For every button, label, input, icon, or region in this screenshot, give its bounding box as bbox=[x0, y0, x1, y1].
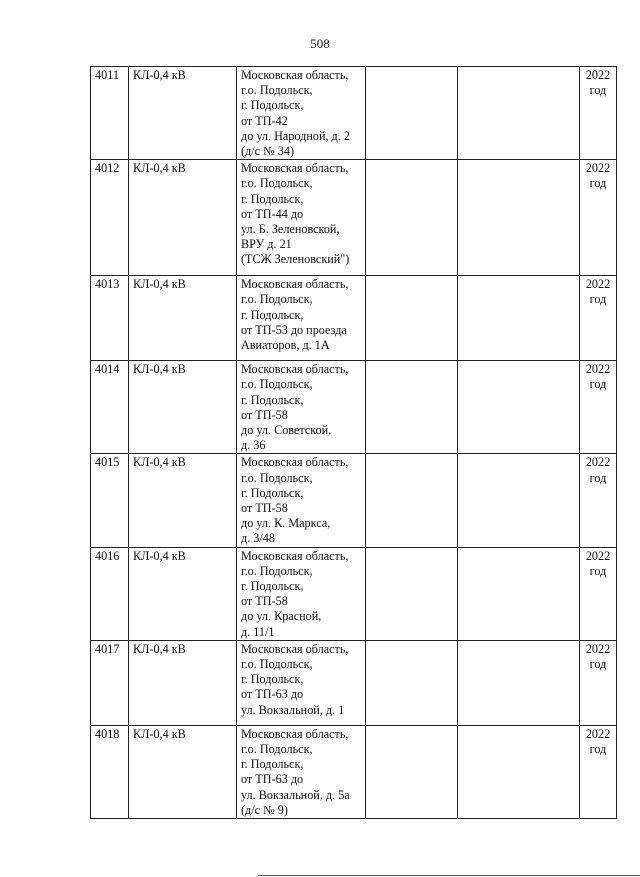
year-cell bbox=[580, 276, 617, 361]
year-line: год bbox=[589, 377, 607, 392]
page-number: 508 bbox=[310, 36, 330, 51]
line-type-cell: КЛ-0,4 кВ bbox=[129, 361, 237, 454]
address-line: д. 11/1 bbox=[241, 624, 275, 639]
year-line: год bbox=[589, 657, 607, 672]
address-line: г.о. Подольск, bbox=[241, 377, 313, 392]
address-line: Московская область, bbox=[241, 455, 349, 470]
empty-cell bbox=[366, 361, 458, 454]
address-line: г.о. Подольск, bbox=[241, 292, 313, 307]
bottom-rule bbox=[258, 875, 640, 876]
year-cell bbox=[580, 725, 617, 818]
year-cell bbox=[580, 67, 617, 160]
year-line: год bbox=[589, 292, 607, 307]
line-type-cell: КЛ-0,4 кВ bbox=[129, 67, 237, 160]
line-type-cell: КЛ-0,4 кВ bbox=[129, 454, 237, 547]
year-line: год bbox=[589, 470, 607, 485]
address-line: Московская область, bbox=[241, 362, 349, 377]
line-type-cell: КЛ-0,4 кВ bbox=[129, 547, 237, 640]
address-line: ул. Вокзальной, д. 1 bbox=[241, 702, 345, 717]
table-row bbox=[91, 454, 617, 547]
address-line: д. 3/48 bbox=[241, 531, 275, 546]
address-line: г. Подольск, bbox=[241, 757, 304, 772]
year-line: 2022 bbox=[585, 548, 611, 563]
registry-table bbox=[90, 66, 617, 819]
address-line: Московская область, bbox=[241, 548, 349, 563]
line-type-cell: КЛ-0,4 кВ bbox=[129, 725, 237, 818]
address-line: г. Подольск, bbox=[241, 307, 304, 322]
table-row bbox=[91, 361, 617, 454]
table-row bbox=[91, 67, 617, 160]
empty-cell bbox=[458, 276, 580, 361]
address-line: г.о. Подольск, bbox=[241, 657, 313, 672]
year-cell bbox=[580, 547, 617, 640]
address-cell bbox=[237, 547, 366, 640]
address-line: Московская область, bbox=[241, 641, 349, 656]
year-line: 2022 bbox=[585, 68, 611, 82]
year-line: 2022 bbox=[585, 641, 611, 656]
address-cell bbox=[237, 640, 366, 725]
address-line: ВРУ д. 21 bbox=[241, 237, 292, 252]
address-line: (ТСЖ Зеленовский") bbox=[241, 252, 350, 267]
table-row bbox=[91, 725, 617, 818]
empty-cell bbox=[366, 547, 458, 640]
table-body bbox=[91, 67, 617, 819]
address-line: г. Подольск, bbox=[241, 98, 304, 113]
address-line: г.о. Подольск, bbox=[241, 176, 313, 191]
address-line: (д/с № 9) bbox=[241, 802, 288, 817]
empty-cell bbox=[458, 67, 580, 160]
address-line: от ТП-42 bbox=[241, 113, 288, 128]
address-line: от ТП-44 до bbox=[241, 206, 304, 221]
empty-cell bbox=[458, 640, 580, 725]
line-type-cell: КЛ-0,4 кВ bbox=[129, 276, 237, 361]
address-line: Московская область, bbox=[241, 161, 349, 176]
empty-cell bbox=[458, 547, 580, 640]
address-line: д. 36 bbox=[241, 438, 266, 453]
address-line: г.о. Подольск, bbox=[241, 470, 313, 485]
empty-cell bbox=[458, 454, 580, 547]
address-cell bbox=[237, 276, 366, 361]
year-cell bbox=[580, 454, 617, 547]
year-cell bbox=[580, 361, 617, 454]
address-line: до ул. Советской, bbox=[241, 423, 332, 438]
address-cell bbox=[237, 67, 366, 160]
empty-cell bbox=[458, 725, 580, 818]
year-cell bbox=[580, 640, 617, 725]
address-line: г. Подольск, bbox=[241, 672, 304, 687]
address-line: до ул. Красной, bbox=[241, 609, 322, 624]
year-line: 2022 bbox=[585, 277, 611, 292]
year-line: год bbox=[589, 742, 607, 757]
address-line: г. Подольск, bbox=[241, 485, 304, 500]
row-number-cell: 4016 bbox=[91, 547, 129, 640]
address-line: г.о. Подольск, bbox=[241, 563, 313, 578]
line-type-cell: КЛ-0,4 кВ bbox=[129, 160, 237, 276]
empty-cell bbox=[366, 725, 458, 818]
year-line: 2022 bbox=[585, 726, 611, 741]
address-line: Московская область, bbox=[241, 68, 349, 82]
empty-cell bbox=[366, 276, 458, 361]
address-line: Авиаторов, д. 1А bbox=[241, 338, 330, 353]
address-line: г. Подольск, bbox=[241, 579, 304, 594]
address-line: г. Подольск, bbox=[241, 392, 304, 407]
address-line: ул. Б. Зеленовской, bbox=[241, 222, 340, 237]
address-line: от ТП-58 bbox=[241, 501, 288, 516]
empty-cell bbox=[366, 454, 458, 547]
year-line: 2022 bbox=[585, 161, 611, 176]
year-line: год bbox=[589, 563, 607, 578]
year-line: 2022 bbox=[585, 362, 611, 377]
address-line: г. Подольск, bbox=[241, 191, 304, 206]
address-line: от ТП-53 до проезда bbox=[241, 322, 347, 337]
address-line: г.о. Подольск, bbox=[241, 83, 313, 98]
empty-cell bbox=[366, 640, 458, 725]
empty-cell bbox=[366, 67, 458, 160]
table-row bbox=[91, 547, 617, 640]
address-line: Московская область, bbox=[241, 277, 349, 292]
year-cell bbox=[580, 160, 617, 276]
table-row bbox=[91, 276, 617, 361]
address-line: от ТП-58 bbox=[241, 594, 288, 609]
address-line: Московская область, bbox=[241, 726, 349, 741]
empty-cell bbox=[458, 160, 580, 276]
row-number-cell: 4015 bbox=[91, 454, 129, 547]
table-row bbox=[91, 640, 617, 725]
address-line: от ТП-58 bbox=[241, 407, 288, 422]
address-line: до ул. К. Маркса, bbox=[241, 516, 331, 531]
address-line: ул. Вокзальной, д. 5а bbox=[241, 787, 350, 802]
year-line: 2022 bbox=[585, 455, 611, 470]
line-type-cell: КЛ-0,4 кВ bbox=[129, 640, 237, 725]
year-line: год bbox=[589, 176, 607, 191]
row-number-cell: 4012 bbox=[91, 160, 129, 276]
address-cell bbox=[237, 361, 366, 454]
year-line: год bbox=[589, 83, 607, 98]
row-number-cell: 4017 bbox=[91, 640, 129, 725]
address-line: г.о. Подольск, bbox=[241, 742, 313, 757]
empty-cell bbox=[458, 361, 580, 454]
address-line: до ул. Народной, д. 2 bbox=[241, 128, 350, 143]
address-cell bbox=[237, 725, 366, 818]
row-number-cell: 4011 bbox=[91, 67, 129, 160]
row-number-cell: 4018 bbox=[91, 725, 129, 818]
address-line: от ТП-63 до bbox=[241, 687, 304, 702]
table-row bbox=[91, 160, 617, 276]
empty-cell bbox=[366, 160, 458, 276]
row-number-cell: 4014 bbox=[91, 361, 129, 454]
address-cell bbox=[237, 454, 366, 547]
row-number-cell: 4013 bbox=[91, 276, 129, 361]
address-cell bbox=[237, 160, 366, 276]
address-line: от ТП-63 до bbox=[241, 772, 304, 787]
address-line: (д/с № 34) bbox=[241, 144, 295, 159]
